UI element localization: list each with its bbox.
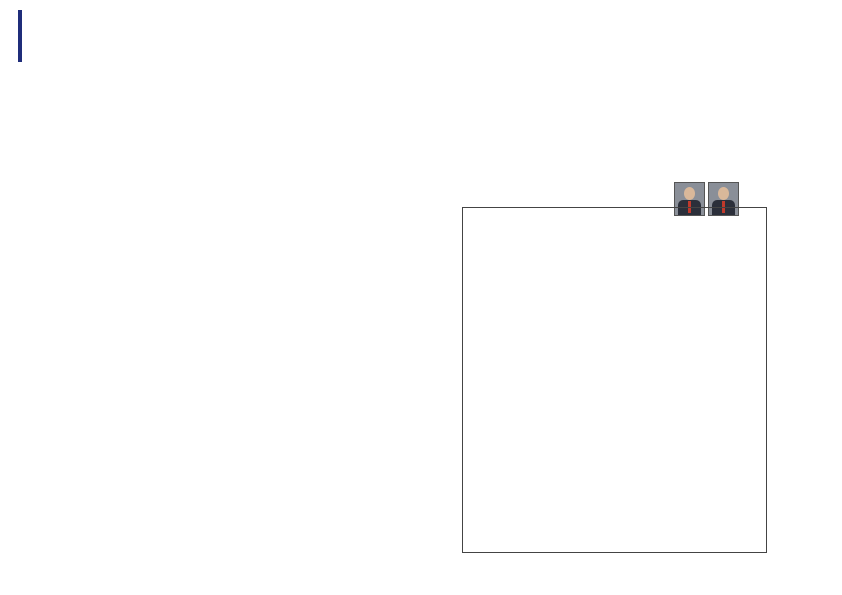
seminar-program-figure: [462, 96, 767, 109]
timetable-row: [468, 238, 761, 248]
timetable-subitem: [503, 248, 766, 255]
timetable-subitem: [503, 285, 766, 292]
timetable-row: [468, 275, 761, 285]
timetable-row: [468, 401, 761, 411]
timetable-subitem: [503, 353, 766, 360]
title-accent-bar: [18, 10, 22, 62]
timetable-row: [468, 391, 761, 401]
timetable-subitem: [511, 339, 766, 346]
speaker-list-figure: [92, 104, 340, 110]
timetable-part-heading: [468, 312, 761, 322]
timetable-box: [462, 207, 767, 553]
timetable-subitem: [503, 221, 766, 228]
timetable-row: [468, 322, 761, 332]
timetable-subitem: [503, 255, 766, 262]
timetable-subitem: [503, 381, 766, 388]
timetable-subitem: [503, 228, 766, 235]
timetable-subitem: [503, 346, 766, 353]
timetable-row: [468, 302, 761, 312]
timetable-subitem: [503, 367, 766, 374]
key-speakers-line: [466, 100, 763, 106]
timetable-row: [468, 265, 761, 275]
timetable-subitem: [503, 214, 766, 221]
timetable-subitem: [511, 360, 766, 367]
timetable-subitem: [511, 374, 766, 381]
timetable-subitem: [503, 332, 766, 339]
timetable-subitem: [503, 292, 766, 299]
